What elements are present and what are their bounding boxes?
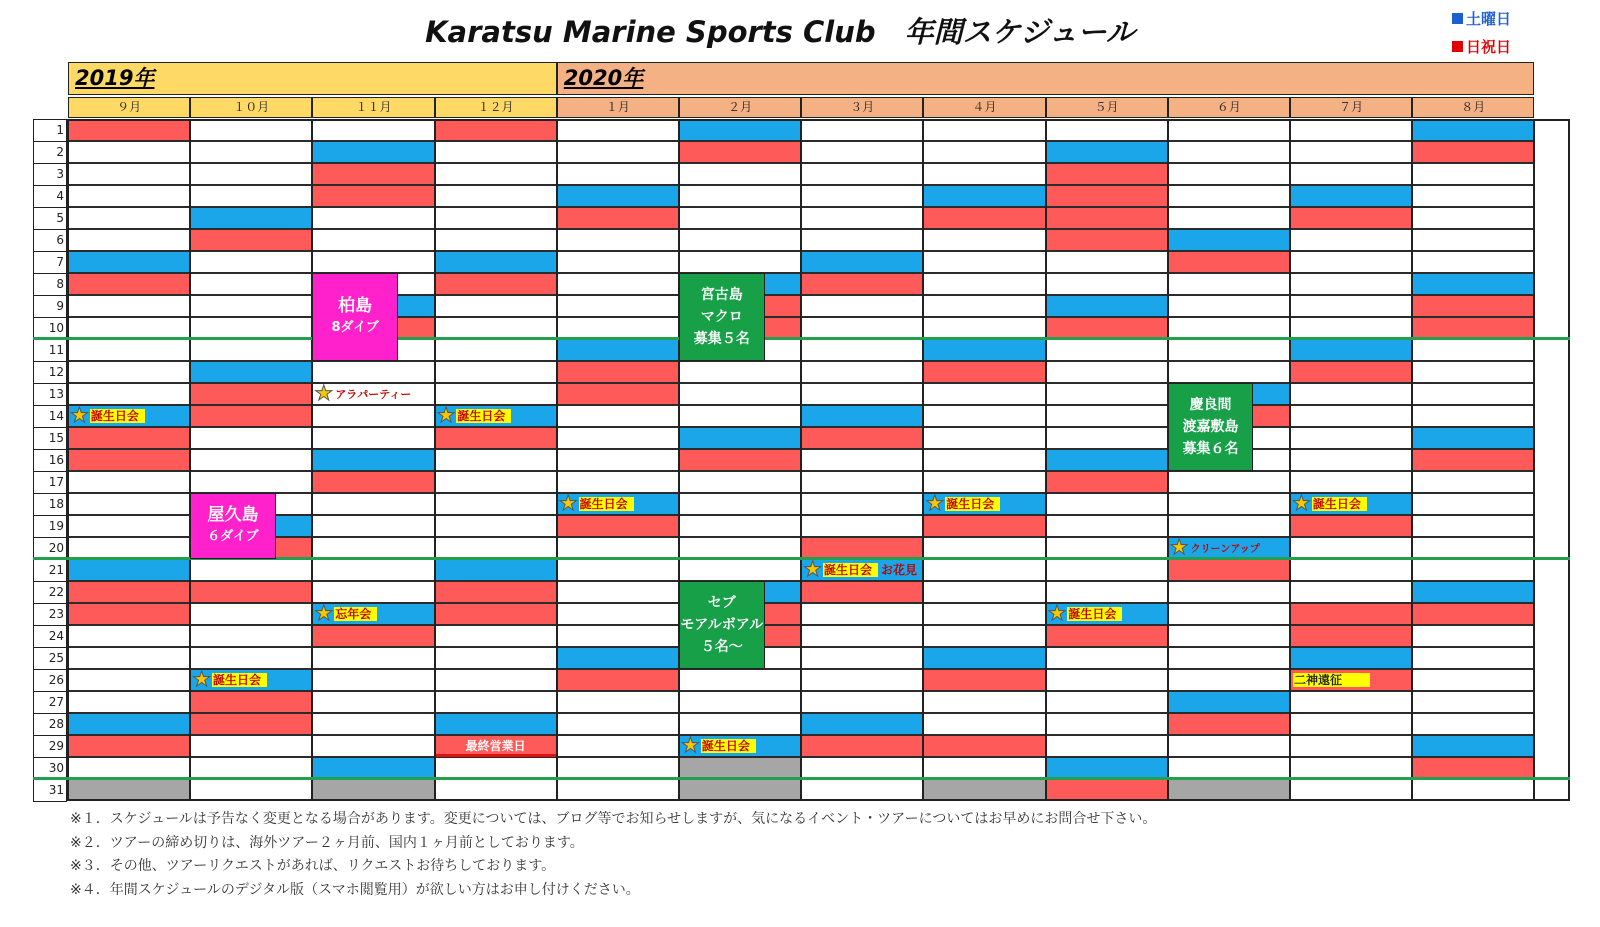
day-number: 11 xyxy=(33,339,67,362)
month-header: １２月 xyxy=(435,97,557,118)
day-number: 4 xyxy=(33,185,67,208)
day-number: 18 xyxy=(33,493,67,516)
last-business-day-underline xyxy=(436,754,556,757)
tour-kerama xyxy=(1168,383,1254,471)
birthday-event xyxy=(1292,491,1367,515)
day-number: 16 xyxy=(33,449,67,472)
day-number: 5 xyxy=(33,207,67,230)
day-number: 17 xyxy=(33,471,67,494)
tour-line: 屋久島 xyxy=(207,505,259,525)
note-2: ※２．ツアーの締め切りは、海外ツアー２ヶ月前、国内１ヶ月前としております。 xyxy=(70,834,584,851)
year-header-1: 2019年 xyxy=(68,62,557,95)
year-header-2: 2020年 xyxy=(557,62,1535,95)
tour-line: ６ダイブ xyxy=(207,529,259,544)
day-number: 15 xyxy=(33,427,67,450)
day-number: 14 xyxy=(33,405,67,428)
birthday-label: 誕生日会 xyxy=(701,739,756,753)
schedule-grid xyxy=(33,62,1570,824)
tour-line: 渡嘉敷島 xyxy=(1182,419,1239,435)
day-number: 25 xyxy=(33,647,67,670)
month-header: ６月 xyxy=(1168,97,1290,118)
holiday-swatch-icon xyxy=(1452,41,1463,52)
day-number: 21 xyxy=(33,559,67,582)
star-icon: ★ xyxy=(314,381,334,405)
birthday-event xyxy=(70,403,145,427)
birthday-event xyxy=(803,557,918,581)
day-number: 22 xyxy=(33,581,67,604)
birthday-label: 誕生日会 xyxy=(90,409,145,423)
day-number: 20 xyxy=(33,537,67,560)
day-number: 26 xyxy=(33,669,67,692)
birthday-label: 誕生日会 xyxy=(945,497,1000,511)
star-icon: ★ xyxy=(1292,491,1311,515)
day-number: 13 xyxy=(33,383,67,406)
event-label: アラパーティー xyxy=(335,388,412,401)
note-3: ※３．その他、ツアーリクエストがあれば、リクエストお待ちしております。 xyxy=(70,858,556,874)
birthday-event xyxy=(1047,601,1123,625)
last-business-day: 最終営業日 xyxy=(465,739,526,753)
day-number: 30 xyxy=(33,757,67,780)
star-icon: ★ xyxy=(436,403,456,427)
day-number: 31 xyxy=(33,779,67,802)
note-1: ※１．スケジュールは予告なく変更となる場合があります。変更については、ブログ等でお知らせしますが、気になるイベント・ツアーについてはお早めにお問合せ下さい。 xyxy=(70,811,1157,827)
month-header: ４月 xyxy=(923,97,1045,118)
birthday-label: 誕生日会 xyxy=(579,497,634,511)
day-number: 10 xyxy=(33,317,67,340)
day-number: 27 xyxy=(33,691,67,714)
tour-line: 慶良間 xyxy=(1189,397,1232,413)
legend-saturday-label: 土曜日 xyxy=(1466,10,1512,28)
month-header: １１月 xyxy=(312,97,434,118)
star-icon: ★ xyxy=(314,601,334,625)
star-icon: ★ xyxy=(925,491,945,515)
day-number: 19 xyxy=(33,515,67,538)
day-number: 1 xyxy=(33,119,67,142)
tour-kashiwajima xyxy=(312,273,398,361)
event-label: クリーンアップ xyxy=(1190,544,1260,555)
birthday-extra-label: お花見 xyxy=(881,563,918,577)
event-cleanup xyxy=(1169,535,1266,559)
birthday-label: 誕生日会 xyxy=(212,673,267,687)
star-icon: ★ xyxy=(1169,535,1189,559)
day-number: 29 xyxy=(33,735,67,758)
event-bonenkai xyxy=(314,601,377,625)
tour-line: 募集６名 xyxy=(1182,441,1239,457)
tour-yakushima xyxy=(190,493,276,559)
month-header: ５月 xyxy=(1046,97,1168,118)
birthday-event xyxy=(192,667,267,691)
month-header: ９月 xyxy=(68,97,190,118)
tour-line: 柏島 xyxy=(338,296,373,316)
day-number: 2 xyxy=(33,141,67,164)
month-header: ７月 xyxy=(1290,97,1412,118)
tour-line: ５名～ xyxy=(700,639,743,655)
period-divider xyxy=(33,337,1570,340)
day-number: 23 xyxy=(33,603,67,626)
tour-line: 8ダイブ xyxy=(331,320,379,335)
day-number: 6 xyxy=(33,229,67,252)
event-label: 二神遠征 xyxy=(1293,673,1370,687)
event-label: 忘年会 xyxy=(334,607,377,621)
month-header: ８月 xyxy=(1412,97,1534,118)
legend-holiday-label: 日祝日 xyxy=(1466,38,1512,56)
day-number: 8 xyxy=(33,273,67,296)
period-divider xyxy=(33,777,1570,780)
tour-line: 宮古島 xyxy=(700,287,743,303)
day-number: 9 xyxy=(33,295,67,318)
birthday-label: 誕生日会 xyxy=(1312,497,1367,511)
month-header: １月 xyxy=(557,97,679,118)
grid-frame xyxy=(67,119,1570,801)
star-icon: ★ xyxy=(70,403,89,427)
tour-line: モアルボアル xyxy=(680,617,764,633)
event-futagami xyxy=(1292,670,1370,691)
birthday-event xyxy=(681,733,756,757)
notes xyxy=(70,808,1550,902)
tour-line: セブ xyxy=(707,595,736,611)
month-header: １０月 xyxy=(190,97,312,118)
saturday-swatch-icon xyxy=(1452,13,1463,24)
note-4: ※４．年間スケジュールのデジタル版（スマホ閲覧用）が欲しい方はお申し付けください。 xyxy=(70,881,640,898)
month-header: ３月 xyxy=(801,97,923,118)
legend-saturday xyxy=(1452,8,1511,29)
event-arapa xyxy=(314,381,417,405)
day-number: 7 xyxy=(33,251,67,274)
tour-line: 募集５名 xyxy=(693,331,750,347)
birthday-label: 誕生日会 xyxy=(1067,607,1122,621)
star-icon: ★ xyxy=(803,557,823,581)
page-title: Karatsu Marine Sports Club 年間スケジュール xyxy=(425,15,1135,49)
day-number: 28 xyxy=(33,713,67,736)
star-icon: ★ xyxy=(192,667,212,691)
tour-cebu xyxy=(679,581,765,669)
day-number: 12 xyxy=(33,361,67,384)
birthday-event xyxy=(436,403,512,427)
birthday-event xyxy=(925,491,1000,515)
month-header: ２月 xyxy=(679,97,801,118)
tour-miyakojima xyxy=(679,273,765,361)
star-icon: ★ xyxy=(558,491,578,515)
birthday-event xyxy=(558,491,634,515)
day-number: 3 xyxy=(33,163,67,186)
tour-line: マクロ xyxy=(700,309,743,325)
legend-holiday xyxy=(1452,36,1511,57)
day-number: 24 xyxy=(33,625,67,648)
star-icon: ★ xyxy=(681,733,700,757)
birthday-label: 誕生日会 xyxy=(456,409,511,423)
birthday-label: 誕生日会 xyxy=(823,563,878,577)
star-icon: ★ xyxy=(1047,601,1067,625)
